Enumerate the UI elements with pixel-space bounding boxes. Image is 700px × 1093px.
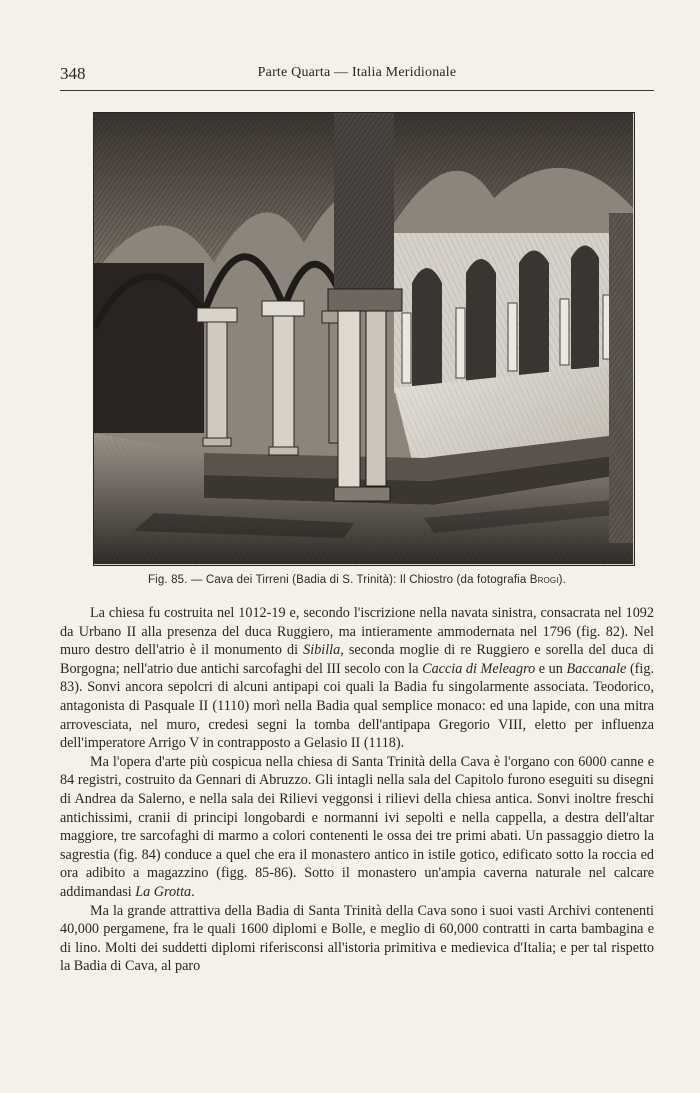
running-title: Parte Quarta — Italia Meridionale	[257, 65, 457, 80]
header-rule	[60, 90, 654, 91]
running-head	[60, 62, 654, 86]
text-run: Ma la grande attrattiva della Badia di Santa Trinità della Cava sono i suoi vasti Archivi contenenti 40,000 pergamene, fra le quali 1600 diplomi e Bolle, e meglio di 60,000 contratti in carta bambagina e di lino. Molti dei suddetti diplomi riferisconsi all'istoria primitiva e medievica d'Italia; e per tal rispetto la Badia di Cava, al paro	[60, 902, 654, 975]
text-run: La chiesa fu costruita nel 1012-19 e, secondo l'iscrizione nella navata sinistra, consacrata nel 1092 da Urbano II alla presenza del duca Ruggiero, ma intieramente ammodernata nel 1796 (fig. 82). Nel muro destro dell'atrio è il monumento di	[60, 605, 654, 659]
page-number: 348	[60, 64, 86, 83]
italic-sibilla: Sibilla	[303, 642, 341, 659]
italic-baccanale: Baccanale	[566, 660, 627, 677]
caption-end: ).	[558, 574, 566, 586]
body-text	[60, 604, 654, 976]
italic-caccia: Caccia di Meleagro	[422, 660, 536, 677]
text-run: Ma l'opera d'arte più cospicua nella chiesa di Santa Trinità della Cava è l'organo con 6000 canne e 84 registri, costruito da Gennari di Abruzzo. Gli intagli nella sala del Capitolo furono eseguiti su disegni di Andrea da Salerno, e nella sala dei Rilievi veggonsi i rilievi della chiesa antica. Sonvi inoltre freschi antichissimi, cranii di principi longobardi e normanni ivi sepolti e nella cappella, a destra dell'altar maggiore, tre sarcofaghi di marmo a colori contenenti le ossa dei tre primi abati. Un passaggio dietro la sagrestia (fig. 84) conduce a quel che era il monastero antico in istile gotico, edificato sotto la roccia ed ora adibito a magazzino (figg. 85-86). Sotto il monastero un'ampia caverna naturale nel calcare addimandasi	[60, 753, 654, 900]
text-run: .	[191, 883, 195, 900]
text-run: , seconda moglie di re Ruggiero e sorella del duca di Borgogna; nell'atrio due antichi sarcofaghi del III secolo con la	[60, 642, 654, 677]
caption-credit: Brogi	[529, 574, 559, 586]
cloister-engraving	[93, 112, 635, 566]
figure-caption	[60, 574, 654, 586]
paragraph-archives	[60, 902, 654, 976]
text-run: e un	[535, 660, 567, 677]
text-run: (fig. 83). Sonvi ancora sepolcri di alcuni antipapi coi quali la Badia fu singolarmente associata. Teodorico, antagonista di Pasquale II (1110) morì nella Badia qual semplice monaco: ed una lapide, con una mitra arrovesciata, nel muro, credesi segni la tomba dell'antipapa Gregorio VIII, eletto per influenza dell'imperatore Arrigo V in contrapposto a Gelasio II (1118).	[60, 660, 654, 752]
paragraph-church	[60, 604, 654, 753]
paragraph-organ	[60, 753, 654, 902]
caption-text: Fig. 85. — Cava dei Tirreni (Badia di S. Trinità): Il Chiostro (da fotografia	[148, 574, 530, 586]
italic-grotta: La Grotta	[135, 883, 192, 900]
